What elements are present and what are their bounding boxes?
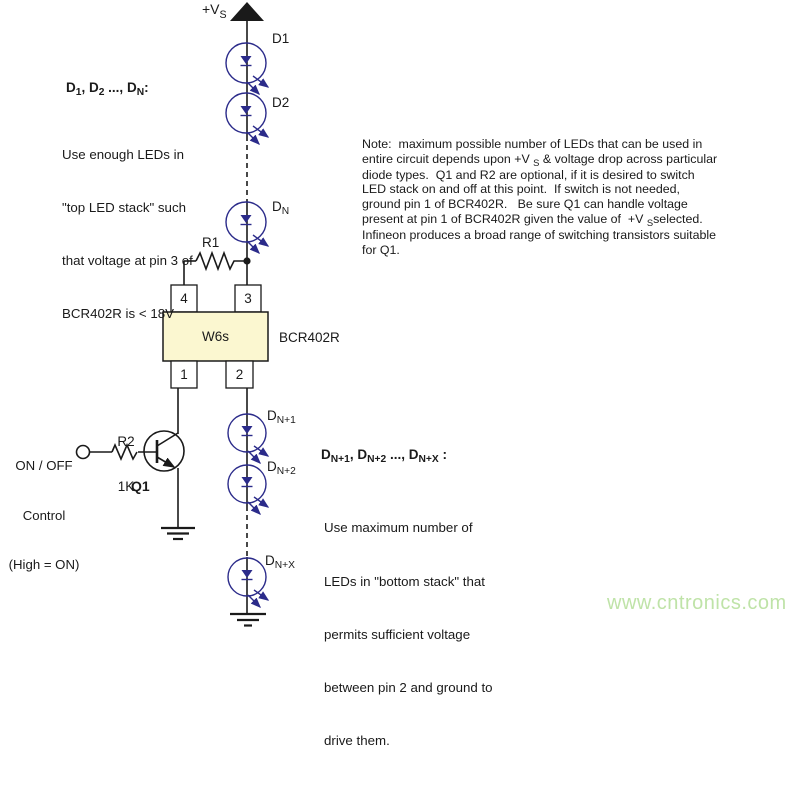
seg: D — [408, 447, 419, 462]
r2-value: 1K — [117, 479, 135, 494]
led-dn2-icon — [228, 465, 268, 514]
dnx-base: D — [265, 553, 275, 568]
pin4-label: 4 — [180, 290, 188, 306]
note-line: diode types. Q1 and R2 are optional, if it is desired to switch — [362, 167, 695, 182]
seg: D — [321, 447, 331, 462]
dn1-base: D — [267, 408, 277, 423]
q1-label: Q1 — [131, 478, 150, 494]
ic-marking-label: W6s — [202, 328, 229, 344]
pin2-label: 2 — [235, 366, 244, 382]
seg: D — [126, 80, 137, 95]
seg: : — [144, 80, 149, 95]
seg: ..., — [104, 80, 127, 95]
ic-part-label: BCR402R — [279, 330, 340, 345]
seg-sub: N+X — [418, 454, 439, 466]
dn1-sub: N+1 — [276, 415, 296, 427]
note-line: LEDs in "bottom stack" that — [324, 573, 485, 589]
dn-base: D — [272, 199, 282, 214]
dnx-sub: N+X — [274, 560, 295, 572]
note-line: BCR402R is < 18V — [62, 305, 174, 321]
note-text-segment: selected. — [653, 211, 703, 226]
seg-sub: N+2 — [367, 454, 387, 466]
r2-label — [112, 404, 140, 524]
led-dnx-icon — [228, 558, 268, 607]
seg: D — [88, 80, 99, 95]
note-text-segment: & voltage drop across particular — [539, 151, 718, 166]
top-stack-note-body — [62, 111, 193, 357]
note-sub-segment: S — [646, 217, 654, 229]
dn-label — [272, 199, 290, 218]
seg: D — [66, 80, 76, 95]
seg: D — [357, 447, 368, 462]
note-line — [362, 152, 798, 168]
control-line1: ON / OFF — [15, 458, 73, 473]
q1-ground-symbol — [161, 528, 195, 539]
seg-sub: 1 — [75, 87, 82, 99]
seg-sub: 2 — [98, 87, 105, 99]
note-line: drive them. — [324, 732, 390, 748]
seg: ..., — [386, 447, 409, 462]
control-line2: Control — [22, 507, 66, 523]
note-text-segment: entire circuit depends upon +V — [362, 151, 534, 166]
note-line: "top LED stack" such — [62, 199, 186, 215]
vs-base: +V — [202, 1, 220, 17]
pin1-label: 1 — [180, 366, 188, 382]
top-stack-note-header — [66, 80, 149, 99]
note-line: LED stack on and off at this point. If switch is not needed, — [362, 182, 680, 197]
watermark: www.cntronics.com — [607, 592, 787, 614]
seg: : — [438, 447, 447, 462]
note-sub-segment: S — [533, 157, 540, 168]
main-note-block — [362, 137, 798, 257]
led-dn1-icon — [228, 414, 268, 463]
note-line: ground pin 1 of BCR402R. Be sure Q1 can handle voltage — [362, 197, 688, 212]
dn2-label — [267, 459, 296, 478]
control-label — [2, 425, 86, 607]
dnx-label — [265, 553, 295, 572]
note-line: that voltage at pin 3 of — [62, 252, 193, 268]
r1-label: R1 — [202, 235, 220, 250]
vs-label — [202, 1, 227, 21]
bottom-stack-note-body — [324, 484, 493, 785]
pin3-label: 3 — [244, 290, 252, 306]
junction-dot — [243, 257, 250, 264]
vs-sub: S — [219, 8, 227, 21]
seg-sub: N — [136, 87, 145, 99]
dn1-label — [267, 408, 296, 427]
note-line — [362, 212, 798, 228]
seg-sub: N+1 — [330, 454, 350, 466]
d1-label: D1 — [272, 31, 290, 46]
d2-label: D2 — [272, 95, 290, 110]
note-line: Use maximum number of — [324, 520, 473, 536]
dn2-base: D — [267, 459, 277, 474]
r2-ref: R2 — [117, 434, 135, 449]
note-line: Infineon produces a broad range of switching transistors suitable — [362, 227, 717, 242]
dn-sub: N — [281, 206, 290, 218]
note-text-segment: present at pin 1 of BCR402R given the value of +V — [362, 211, 647, 226]
seg: , — [349, 447, 358, 462]
note-line: Note: maximum possible number of LEDs that can be used in — [362, 137, 703, 151]
bottom-ground-symbol — [230, 614, 266, 626]
transistor-q1 — [138, 388, 184, 528]
resistor-r1 — [184, 253, 251, 285]
note-line: Use enough LEDs in — [62, 147, 184, 163]
control-line3: (High = ON) — [8, 557, 80, 572]
seg: , — [81, 80, 89, 95]
note-line: for Q1. — [362, 242, 400, 257]
dn2-sub: N+2 — [276, 466, 296, 478]
note-line: permits sufficient voltage — [324, 626, 471, 642]
bottom-stack-note-header — [321, 447, 447, 466]
note-line: between pin 2 and ground to — [324, 679, 493, 695]
